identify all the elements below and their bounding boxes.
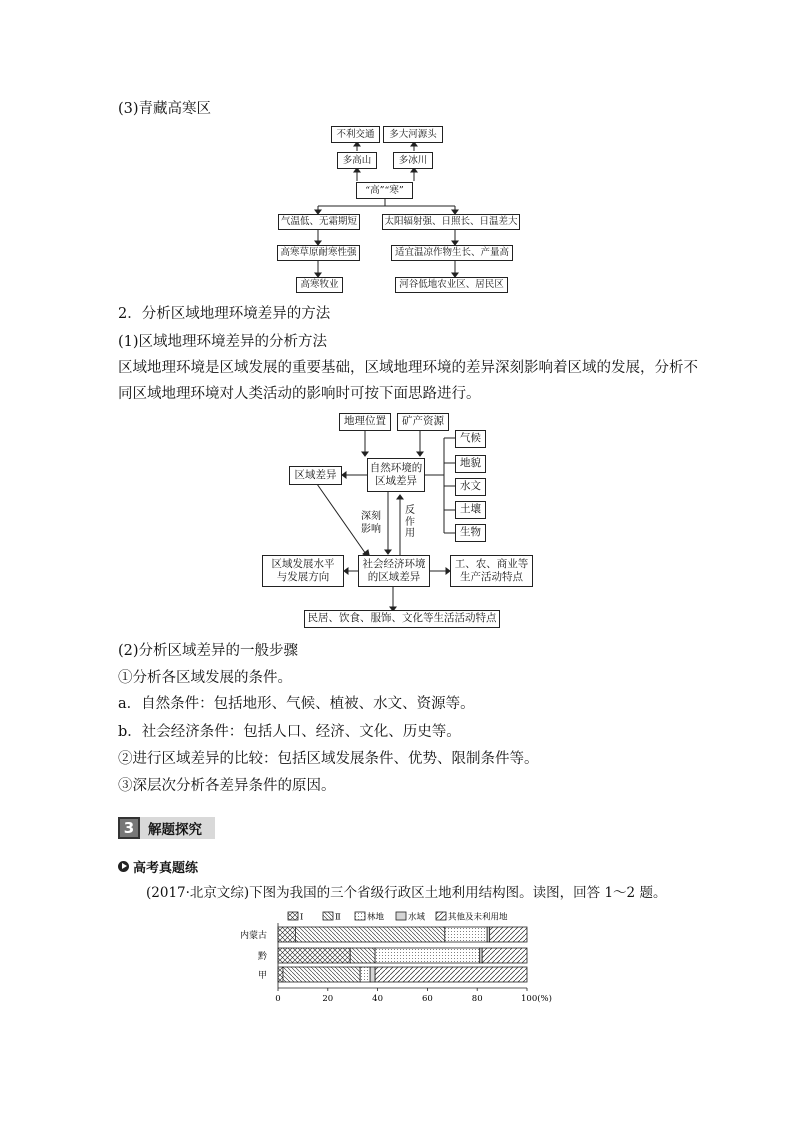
qz-box-herding: 高寒牧业 [296, 277, 343, 293]
dev-line1: 区域发展水平 [271, 557, 335, 570]
deep-line1: 深刻 [361, 511, 381, 522]
qz-box-valley: 河谷低地农业区、居民区 [395, 277, 508, 293]
bar-segment-0-0 [278, 927, 295, 942]
box-landform: 地貌 [455, 455, 486, 473]
socio-line1: 社会经济环境 [362, 557, 426, 570]
box-hydrology: 水文 [455, 478, 486, 496]
legend-swatch [436, 912, 446, 920]
qz-box-grassland: 高寒草原耐寒性强 [277, 245, 360, 261]
x-tick-label: 0 [275, 994, 281, 1004]
legend-swatch [396, 912, 406, 920]
question-intro: (2017·北京文综)下图为我国的三个省级行政区土地利用结构图。读图，回答 1～2 题。 [146, 885, 667, 901]
bar-segment-0-2 [445, 927, 487, 942]
heading-2: 2．分析区域地理环境差异的方法 [118, 306, 331, 322]
box-biology: 生物 [455, 524, 486, 542]
qz-box-river-source: 多大河源头 [383, 126, 443, 143]
bar-segment-2-0 [278, 967, 283, 982]
paragraph-line-2: 同区域地理环境对人类活动的影响时可按下面思路进行。 [118, 386, 481, 402]
natural-diff-line2: 区域差异 [375, 475, 417, 487]
legend-label: Ⅰ [300, 912, 304, 923]
legend-label: 林地 [367, 912, 385, 923]
x-tick-label: 40 [372, 994, 384, 1004]
legend-swatch [323, 912, 333, 920]
category-label: 内蒙古 [239, 931, 267, 941]
heading-2-1: (1)区域地理环境差异的分析方法 [118, 334, 328, 350]
box-region-diff: 区域差异 [289, 466, 342, 485]
step-1a: a．自然条件：包括地形、气候、植被、水文、资源等。 [118, 696, 475, 712]
x-tick-label: 20 [322, 994, 334, 1004]
qz-box-glaciers: 多冰川 [393, 152, 433, 169]
x-tick-label: 100(%) [521, 994, 552, 1004]
industry-line1: 工、农、商业等 [454, 557, 529, 570]
bar-segment-2-1 [283, 967, 360, 982]
legend-swatch [288, 912, 298, 920]
qz-box-mountains: 多高山 [337, 152, 377, 169]
section-number-badge: 3 [118, 817, 140, 839]
bar-segment-1-1 [350, 948, 375, 963]
natural-diff-line1: 自然环境的 [369, 461, 423, 474]
box-soil: 土壤 [455, 501, 486, 519]
paragraph-line-1: 区域地理环境是区域发展的重要基础，区域地理环境的差异深刻影响着区域的发展，分析不 [118, 360, 698, 376]
step-3: ③深层次分析各差异条件的原因。 [118, 778, 336, 794]
legend-swatch [355, 912, 365, 920]
box-mineral: 矿产资源 [397, 413, 449, 431]
industry-line2: 生产活动特点 [460, 571, 523, 583]
step-2: ②进行区域差异的比较：包括区域发展条件、优势、限制条件等。 [118, 751, 539, 767]
qz-box-transport: 不利交通 [331, 126, 380, 143]
bar-segment-0-4 [490, 927, 527, 942]
legend-label: Ⅱ [335, 912, 341, 923]
deep-line2: 影响 [361, 524, 381, 535]
subsection-label: 高考真题练 [133, 861, 199, 876]
bar-segment-1-4 [482, 948, 527, 963]
category-label: 黔 [257, 952, 267, 962]
bar-segment-2-4 [375, 967, 527, 982]
dev-line2: 与发展方向 [276, 571, 330, 583]
bar-segment-2-2 [360, 967, 370, 982]
box-geo-position: 地理位置 [339, 413, 391, 431]
box-climate: 气候 [455, 430, 486, 448]
section-title: 解题探究 [140, 817, 215, 839]
legend-label: 水域 [408, 912, 426, 923]
bar-segment-1-2 [375, 948, 480, 963]
step-1b: b．社会经济条件：包括人口、经济、文化、历史等。 [118, 724, 461, 740]
category-label: 甲 [257, 971, 267, 981]
heading-2-2: (2)分析区域差异的一般步骤 [118, 643, 299, 659]
qz-box-low-temp: 气温低、无霜期短 [278, 214, 360, 230]
x-tick-label: 80 [471, 994, 483, 1004]
bar-segment-2-3 [370, 967, 375, 982]
qz-box-crops: 适宜温凉作物生长、产量高 [391, 245, 513, 261]
qz-box-high-cold: “高”“寒” [356, 182, 413, 199]
bar-segment-1-0 [278, 948, 350, 963]
x-tick-label: 60 [421, 994, 433, 1004]
legend-label: 其他及未利用地 [448, 912, 508, 923]
section3-heading: (3)青藏高寒区 [118, 101, 212, 117]
bar-segment-0-1 [295, 927, 444, 942]
step-1: ①分析各区域发展的条件。 [118, 670, 292, 686]
box-life: 民居、饮食、服饰、文化等生活活动特点 [304, 610, 500, 628]
label-reaction: 反作用 [405, 505, 415, 539]
qz-box-radiation: 太阳辐射强、日照长、日温差大 [382, 214, 520, 230]
socio-line2: 的区域差异 [367, 571, 421, 583]
